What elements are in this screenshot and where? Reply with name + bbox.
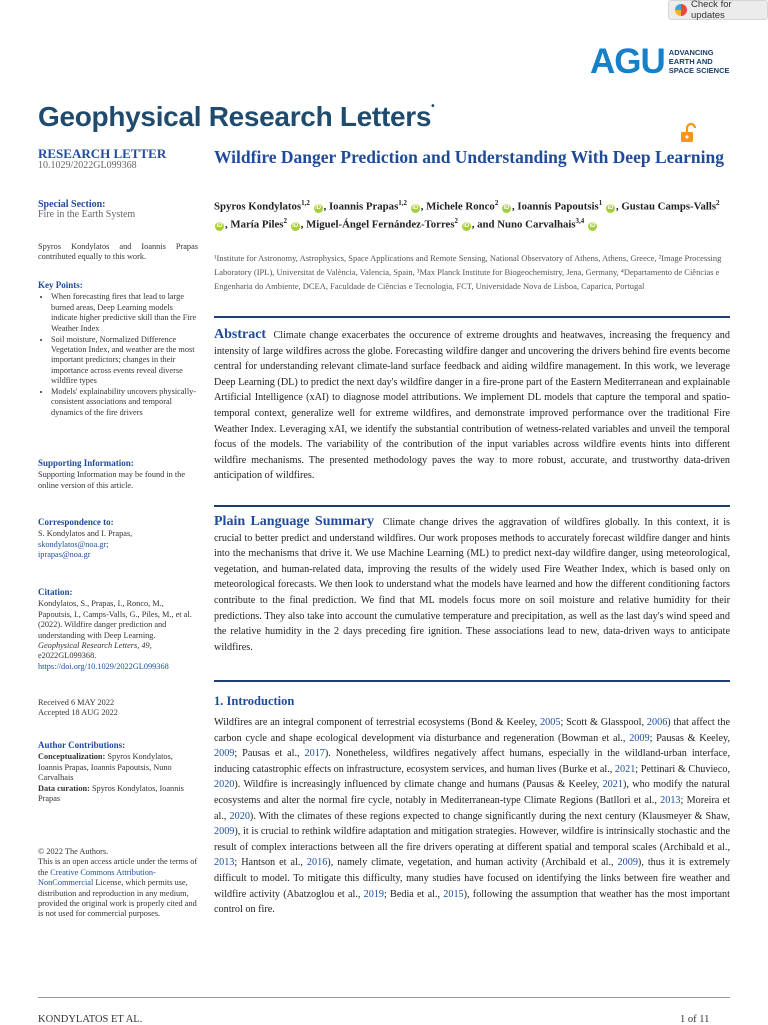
author-separator: , [300, 218, 307, 231]
author-separator: , [323, 200, 329, 213]
intro-text: ), following the assumption that weather has the most important control on fire. [214, 888, 730, 916]
orcid-icon[interactable]: iD [292, 222, 299, 229]
reference-link[interactable]: 2006 [646, 717, 668, 728]
orcid-icon[interactable]: iD [463, 222, 470, 229]
license-text-1: This is an open access article under the terms of the [38, 857, 198, 877]
supporting-information [38, 458, 198, 491]
supporting-label: Supporting Information: [38, 458, 134, 468]
author-name: Spyros Kondylatos [214, 200, 302, 213]
reference-link[interactable]: 2009 [214, 748, 235, 760]
introduction-paragraph [214, 715, 730, 918]
intro-text: ). With the climates of these regions expected to change significantly during the next century (Klausmeyer & Shaw, [249, 810, 731, 822]
supporting-text: Supporting Information may be found in the online version of this article. [38, 470, 186, 490]
reference-link[interactable]: 2009 [214, 826, 235, 838]
intro-text: ), it is crucial to rethink wildfire adaptation and mitigation strategies. However, wildfire is intrinsically stochastic and the result of complex interactions between all the fire drivers operating at different spatial and temporal scales (Archibald et al., [214, 826, 730, 853]
correspondence [38, 517, 198, 561]
pls-text: Climate change drives the aggravation of wildfires globally. In this context, it is crucial to better predict and understand wildfires. Our work proposes methods to accurately forecast wildfire danger and hints into the mechanisms that drive it. We use Machine Learning (ML) to predict next-day wildfire danger, using meteorological, vegetation, and human-related data, improving the results of the widely used Fire Weather Index, which is based only on meteorological forecasts. We then look to understand what the models have learned and how the different conditioning factors contribute to the final prediction. We find that ML models focus more on soil moisture and relative humidity for their predictions. They also take into account the cumulative temperature and precipitation, as well as the last day's wind speed and the relative humidity in the 2 days preceding fire ignition. These associations lead to new, data-driven ways to anticipate wildfires. [214, 517, 731, 653]
intro-text: ; Scott & Glasspool, [560, 717, 647, 728]
footer-authors: KONDYLATOS ET AL. [38, 1014, 143, 1025]
author-affiliation-mark: 2 [454, 217, 459, 226]
abstract-heading: Abstract [214, 327, 267, 342]
author-separator: , [420, 200, 427, 213]
introduction-section [214, 680, 730, 918]
footer-divider [38, 997, 730, 998]
intro-text: ; Bedia et al., [384, 888, 444, 900]
author-affiliation-mark: 1,2 [301, 199, 310, 207]
data-curation [38, 784, 198, 805]
conceptualization [38, 752, 198, 783]
data-curation-label: Data curation: [38, 783, 90, 793]
special-section-value: Fire in the Earth System [38, 209, 136, 221]
journal-mark: • [431, 101, 435, 112]
reference-link[interactable]: 2017 [304, 748, 325, 760]
intro-text: ), who modify the natural ecosystems and alter the normal fire cycle, notably in Mediterranean-type Climate Regions (Batllori et al., [214, 779, 730, 806]
license-text [38, 857, 198, 919]
agu-wordmark: AGU [590, 42, 665, 81]
author-name: Nuno Carvalhais [497, 218, 576, 231]
orcid-icon[interactable]: iD [412, 204, 419, 211]
author-affiliation-mark: 1 [598, 199, 603, 207]
key-point-item: • Soil moisture, Normalized Difference Vegetation Index, and weather are the most important predictors; changes in their importance across events reveal diverse wildfire types [51, 335, 198, 387]
key-points-label: Key Points: [38, 280, 83, 290]
intro-text: ). Wildfire is increasingly influenced by climate change and humans (Pausas & Keeley, [234, 779, 603, 791]
citation-text [38, 599, 198, 672]
reference-link[interactable]: 2013 [660, 794, 681, 806]
conceptualization-label: Conceptualization: [38, 752, 106, 762]
special-section-label: Special Section: [38, 199, 106, 210]
intro-text: ) that affect the carbon cycle and shape ecological development via disturbance and regeneration (Bowman et al., [214, 717, 730, 744]
author-separator: , [225, 218, 231, 231]
intro-text: ; Pausas & Keeley, [649, 732, 730, 744]
citation-doi-link[interactable]: https://doi.org/10.1029/2022GL099368 [38, 661, 169, 671]
license [38, 847, 198, 920]
reference-link[interactable]: 2015 [443, 888, 464, 900]
check-for-updates-button[interactable] [668, 0, 768, 20]
reference-link[interactable]: 2021 [614, 763, 636, 775]
reference-link[interactable]: 2016 [306, 857, 328, 869]
author-list [214, 196, 730, 232]
author-contributions [38, 740, 198, 804]
intro-text: ; Pausas et al., [234, 748, 305, 760]
copyright: © 2022 The Authors. [38, 847, 109, 856]
pls-heading: Plain Language Summary [214, 514, 375, 529]
equal-contribution-note: Spyros Kondylatos and Ioannis Prapas contributed equally to this work. [38, 242, 198, 262]
abstract-text: Climate change exacerbates the occurence of extreme droughts and heatwaves, increasing the frequency and intensity of large wildfires across the globe. Forecasting wildfire danger and uncovering the drivers behind fire events become central for understanding relevant climate-land surface feedback and aiding wildfire management. In this work, we leverage Deep Learning (DL) to predict the next day's wildfire danger in a fire-prone part of the Eastern Mediterranean and explainable Artificial Intelligence (xAI) to diagnose model attributions. We implement DL models that capture the temporal and spatio-temporal context, generalize well for extreme wildfires, and demonstrate improved performance over the traditional Fire Weather Index. Leveraging xAI, we identify the substantial contribution of wetness-related variables and unveil the temporal focus of the models. The variability of the contribution of the input variables across wildfire events hints into different wildfire mechanisms. The presented methodology paves the way to more robust, accurate, and trustworthy data-driven anticipation of wildfires. [214, 330, 730, 482]
sidebar [38, 146, 198, 919]
agu-tagline-line: ADVANCING [668, 48, 714, 57]
author-contributions-label: Author Contributions: [38, 740, 126, 750]
article-type: RESEARCH LETTER [38, 146, 167, 161]
citation-journal: Geophysical Research Letters, 49 [38, 641, 150, 651]
orcid-icon[interactable]: iD [503, 204, 510, 211]
dates [38, 698, 198, 719]
author-affiliation-mark: 1,2 [398, 199, 408, 207]
author-separator: , [615, 200, 619, 213]
abstract-paragraph [214, 316, 730, 484]
section-divider [214, 316, 730, 318]
orcid-icon[interactable]: iD [315, 204, 322, 211]
author-name: Miguel-Ángel Fernández-Torres [306, 218, 455, 231]
reference-link[interactable]: 2013 [214, 857, 235, 869]
reference-link[interactable]: 2021 [602, 779, 623, 791]
author-separator: , and [471, 218, 495, 231]
citation-tail: , e2022GL099368. [38, 641, 152, 661]
open-access-lock-icon [678, 122, 700, 144]
received-date: Received 6 MAY 2022 [38, 698, 115, 707]
orcid-icon[interactable]: iD [589, 222, 596, 229]
journal-name: Geophysical Research Letters [38, 101, 432, 132]
key-points [38, 280, 198, 419]
section-divider [214, 505, 730, 507]
author-name: Gustau Camps-Valls [621, 200, 717, 213]
reference-link[interactable]: 2005 [540, 717, 561, 728]
author-affiliation-mark: 2 [494, 199, 499, 207]
check-updates-label: Check for updates [691, 0, 732, 21]
data-curation-value: Spyros Kondylatos, Ioannis Prapas [38, 783, 184, 804]
plain-language-summary-section [214, 505, 730, 655]
author-separator: , [512, 200, 518, 213]
correspondence-label: Correspondence to: [38, 517, 114, 527]
agu-tagline-line: EARTH AND [668, 57, 713, 66]
key-point-item: • Models' explainability uncovers physically-consistent associations and temporal dynamics of the fire drivers [51, 387, 198, 418]
special-section [38, 200, 198, 221]
reference-link[interactable]: 2009 [617, 857, 638, 869]
intro-text: ). Nonetheless, wildfires negatively affect humans, especially in the wildland-urban interface, inducing catastrophic effects on infrastructure, ecosystem services, and human lives (Burke et al., [214, 748, 730, 775]
journal-title [38, 101, 434, 133]
email-link[interactable]: skondylatos@noa.gr; [38, 539, 109, 549]
reference-link[interactable]: 2019 [363, 888, 384, 900]
author-name: Michele Ronco [426, 200, 495, 213]
license-link[interactable]: Creative Commons Attribution-NonCommercial [38, 867, 156, 888]
author-name: María Piles [230, 218, 284, 231]
intro-text: ; Pettinari & Chuvieco, [635, 763, 730, 775]
reference-link[interactable]: 2009 [629, 732, 650, 744]
reference-link[interactable]: 2020 [214, 779, 235, 791]
intro-text: ), thus it is extremely difficult to model. To mitigate this difficulty, many studies have focused on identifying the links between fire weather and wildfire activity (Abatzoglou et al., [214, 857, 730, 900]
conceptualization-value: Spyros Kondylatos, Ioannis Prapas, Ioannis Papoutsis, Nuno Carvalhais [38, 752, 173, 783]
abstract-section [214, 316, 730, 484]
key-point-item: • When forecasting fires that lead to large burned areas, Deep Learning models indicate higher predictive skill than the Fire Weather Index [51, 292, 198, 334]
key-points-list [38, 292, 198, 418]
author-name: Ioannis Prapas [328, 200, 399, 213]
author-name: Ioannis Papoutsis [517, 200, 599, 213]
author-affiliation-mark: 3,4 [575, 217, 585, 226]
article-title-block [214, 146, 730, 168]
author-affiliation-mark: 2 [283, 217, 287, 226]
author-affiliation-mark: 2 [716, 199, 720, 207]
agu-tagline [669, 48, 730, 75]
orcid-icon[interactable]: iD [216, 222, 223, 229]
agu-logo [590, 44, 730, 79]
agu-tagline-line: SPACE SCIENCE [668, 66, 730, 75]
intro-text: ; Moreira et al., [214, 794, 731, 822]
license-text-2: License, which permits use, distribution and reproduction in any medium, provided the original work is properly cited and is not used for commercial purposes. [38, 878, 197, 919]
paper-title: Wildfire Danger Prediction and Understanding With Deep Learning [214, 147, 724, 167]
accepted-date: Accepted 18 AUG 2022 [38, 708, 118, 718]
affiliations: ¹Institute for Astronomy, Astrophysics, Space Applications and Remote Sensing, National Observatory of Athens, Athens, Greece, ²Image Processing Laboratory (IPL), Universitat de València, Valencia, Spain, ³Max Planck Institute for Biogeochemistry, Jena, Germany, ⁴Departamento de Ciências e Engenharia do Ambiente, DCEA, Faculdade de Ciências e Tecnologia, FCT, Universidade Nova de Lisboa, Caparica, Portugal [214, 253, 722, 291]
reference-link[interactable]: 2020 [229, 810, 250, 822]
email-link[interactable]: iprapas@noa.gr [38, 550, 91, 560]
orcid-icon[interactable]: iD [607, 204, 614, 211]
page-number: 1 of 11 [680, 1014, 710, 1025]
intro-text: ; Hantson et al., [234, 857, 307, 869]
section-divider [214, 680, 730, 682]
introduction-heading: 1. Introduction [214, 694, 295, 708]
crossmark-icon [675, 4, 687, 16]
citation [38, 587, 198, 672]
article-doi[interactable]: 10.1029/2022GL099368 [38, 160, 137, 172]
correspondence-names: S. Kondylatos and I. Prapas, [38, 529, 133, 539]
intro-text: Wildfires are an integral component of terrestrial ecosystems (Bond & Keeley, [214, 717, 541, 728]
citation-label: Citation: [38, 587, 73, 597]
intro-text: ), namely climate, vegetation, and human activity (Archibald et al., [327, 857, 618, 869]
citation-body: Kondylatos, S., Prapas, I., Ronco, M., Papoutsis, I., Camps-Valls, G., Piles, M., et al. (2022). Wildfire danger prediction and understanding with Deep Learning. [38, 599, 192, 640]
pls-paragraph [214, 505, 730, 655]
